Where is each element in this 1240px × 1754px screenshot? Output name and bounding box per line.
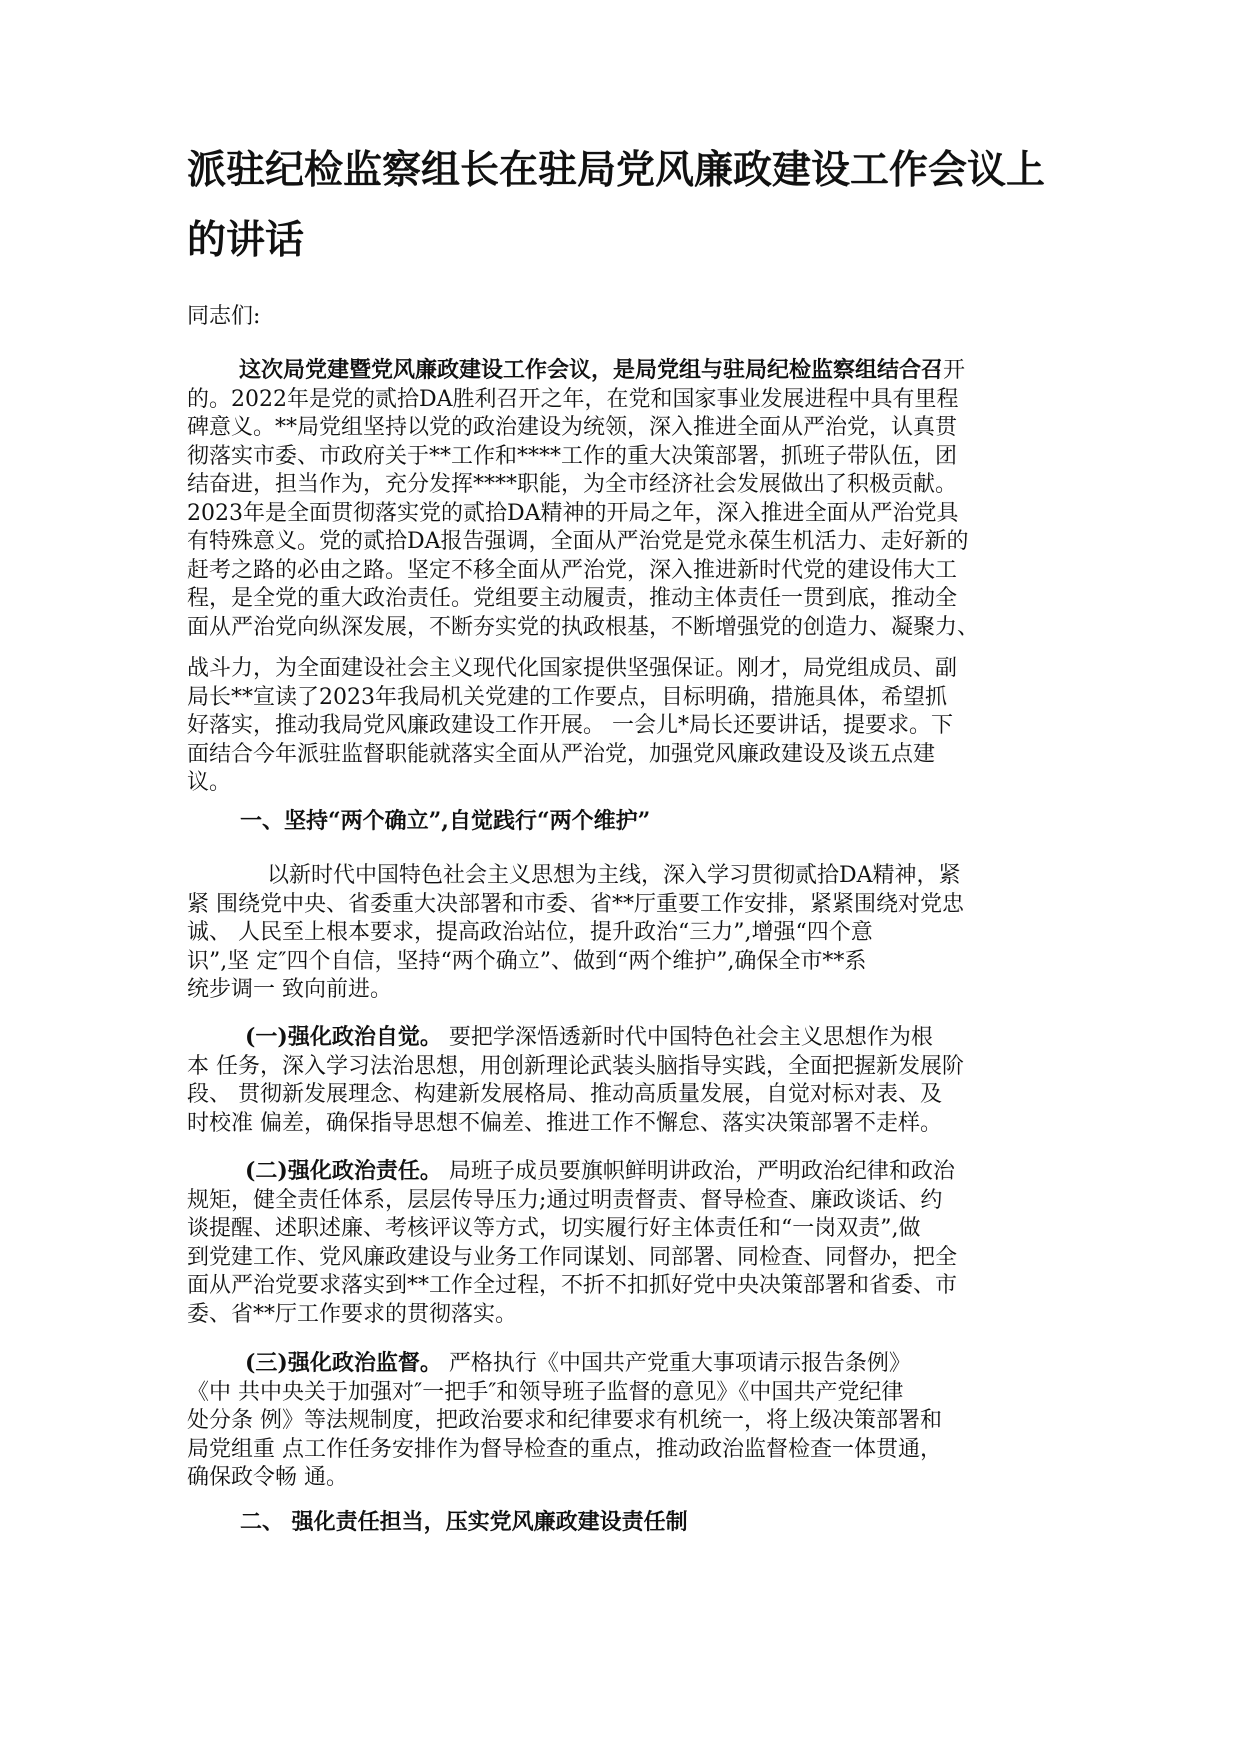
intro-line: 碑意义。**局党组坚持以党的政治建设为统领，深入推进全面从严治党，认真贯 <box>187 415 958 440</box>
intro-line: 有特殊意义。党的贰拾DA报告强调，全面从严治党是党永葆生机活力、走好新的 <box>187 529 969 554</box>
subsection-1-paragraph <box>187 1023 1067 1138</box>
section-1-line: 紧 围绕党中央、省委重大决部署和市委、省**厅重要工作安排，紧紧围绕对党忠 <box>187 891 964 917</box>
salutation: 同志们: <box>187 304 261 329</box>
intro-line: 的。2022年是党的贰拾DA胜利召开之年，在党和国家事业发展进程中具有里程 <box>187 386 959 412</box>
subsection-3-line: 局党组重 点工作任务安排作为督导检查的重点，推动政治监督检查一体贯通， <box>187 1436 942 1462</box>
document-title-line-1: 派驻纪检监察组长在驻局党风廉政建设工作会议上 <box>187 148 1046 193</box>
subsection-2-line: 委、省**厅工作要求的贯彻落实。 <box>187 1301 518 1327</box>
subsection-2-paragraph <box>187 1157 1067 1329</box>
subsection-2-label: (二)强化政治责任。 <box>245 1158 442 1184</box>
subsection-2-text: 局班子成员要旗帜鲜明讲政治，严明政治纪律和政治 <box>441 1159 955 1184</box>
section-1-line: 以新时代中国特色社会主义思想为主线，深入学习贯彻贰拾DA精神，紧 <box>267 863 961 888</box>
intro-line: 2023年是全面贯彻落实党的贰拾DA精神的开局之年，深入推进全面从严治党具 <box>187 500 959 526</box>
subsection-2-line: 到党建工作、党风廉政建设与业务工作同谋划、同部署、同检查、同督办，把全 <box>187 1244 958 1270</box>
intro-cont-line: 议。 <box>187 770 232 795</box>
subsection-2-line: 面从严治党要求落实到**工作全过程，不折不扣抓好党中央决策部署和省委、市 <box>187 1273 958 1298</box>
subsection-3-text: 严格执行《中国共产党重大事项请示报告条例》 <box>441 1351 911 1376</box>
subsection-3-line: 处分条 例》等法规制度，把政治要求和纪律要求有机统一，将上级决策部署和 <box>187 1408 942 1433</box>
subsection-1-line: 段、 贯彻新发展理念、构建新发展格局、推动高质量发展，自觉对标对表、及 <box>187 1082 942 1107</box>
subsection-1-line-1 <box>187 1023 1067 1053</box>
subsection-2-line: 谈提醒、述职述廉、考核评议等方式，切实履行好主体责任和“一岗双责”,做 <box>187 1216 921 1241</box>
intro-cont-line: 战斗力，为全面建设社会主义现代化国家提供坚强保证。刚才，局党组成员、副 <box>187 656 958 681</box>
intro-cont-line: 好落实，推动我局党风廉政建设工作开展。 一会儿*局长还要讲话，提要求。下 <box>187 713 953 738</box>
subsection-3-label: (三)强化政治监督。 <box>245 1350 442 1376</box>
section-1-paragraph <box>187 862 1067 1005</box>
intro-line: 程，是全党的重大政治责任。党组要主动履责，推动主体责任一贯到底，推动全 <box>187 586 958 611</box>
intro-continuation <box>187 655 1067 798</box>
intro-line: 彻落实市委、市政府关于**工作和****工作的重大决策部署，抓班子带队伍，团 <box>187 443 958 469</box>
subsection-3-line: 《中 共中央关于加强对″一把手″和领导班子监督的意见》《中国共产党纪律 <box>187 1379 904 1405</box>
section-2-heading: 二、 强化责任担当，压实党风廉政建设责任制 <box>240 1509 688 1535</box>
subsection-3-line: 确保政令畅 通。 <box>187 1465 348 1490</box>
intro-lead-bold: 这次局党建暨党风廉政建设工作会议，是局党组与驻局纪检监察组结合召 <box>239 357 944 383</box>
section-1-line: 统步调一 致向前进。 <box>187 977 392 1002</box>
subsection-3-line-1 <box>187 1349 1067 1379</box>
subsection-1-line: 时校准 偏差，确保指导思想不偏差、推进工作不懈怠、落实决策部署不走样。 <box>187 1110 942 1136</box>
document-title-line-2: 的讲话 <box>187 218 305 263</box>
section-1-line: 识”,坚 定″四个自信，坚持“两个确立”、做到“两个维护”,确保全市**系 <box>187 948 867 974</box>
subsection-1-text: 要把学深悟透新时代中国特色社会主义思想作为根 <box>441 1025 933 1050</box>
intro-line: 结奋进，担当作为，充分发挥****职能，为全市经济社会发展做出了积极贡献。 <box>187 472 958 497</box>
intro-line-1 <box>187 356 1067 386</box>
subsection-1-line: 本 任务，深入学习法治思想，用创新理论武装头脑指导实践，全面把握新发展阶 <box>187 1053 964 1079</box>
intro-paragraph <box>187 356 1067 642</box>
subsection-2-line: 规矩，健全责任体系，层层传导压力;通过明责督责、督导检查、廉政谈话、约 <box>187 1187 943 1213</box>
intro-line: 面从严治党向纵深发展，不断夯实党的执政根基，不断增强党的创造力、凝聚力、 <box>187 614 980 640</box>
intro-cont-line: 面结合今年派驻监督职能就落实全面从严治党，加强党风廉政建设及谈五点建 <box>187 741 936 767</box>
intro-cont-line: 局长**宣读了2023年我局机关党建的工作要点，目标明确，措施具体，希望抓 <box>187 684 947 710</box>
intro-line-text: 开 <box>943 358 966 383</box>
section-1-heading: 一、坚持“两个确立”,自觉践行“两个维护” <box>240 808 651 834</box>
section-1-line: 诚、 人民至上根本要求，提高政治站位，提升政治“三力”,增强“四个意 <box>187 920 873 945</box>
subsection-1-label: (一)强化政治自觉。 <box>245 1024 442 1050</box>
intro-line: 赶考之路的必由之路。坚定不移全面从严治党，深入推进新时代党的建设伟大工 <box>187 557 958 583</box>
subsection-2-line-1 <box>187 1157 1067 1187</box>
subsection-3-paragraph <box>187 1349 1067 1493</box>
